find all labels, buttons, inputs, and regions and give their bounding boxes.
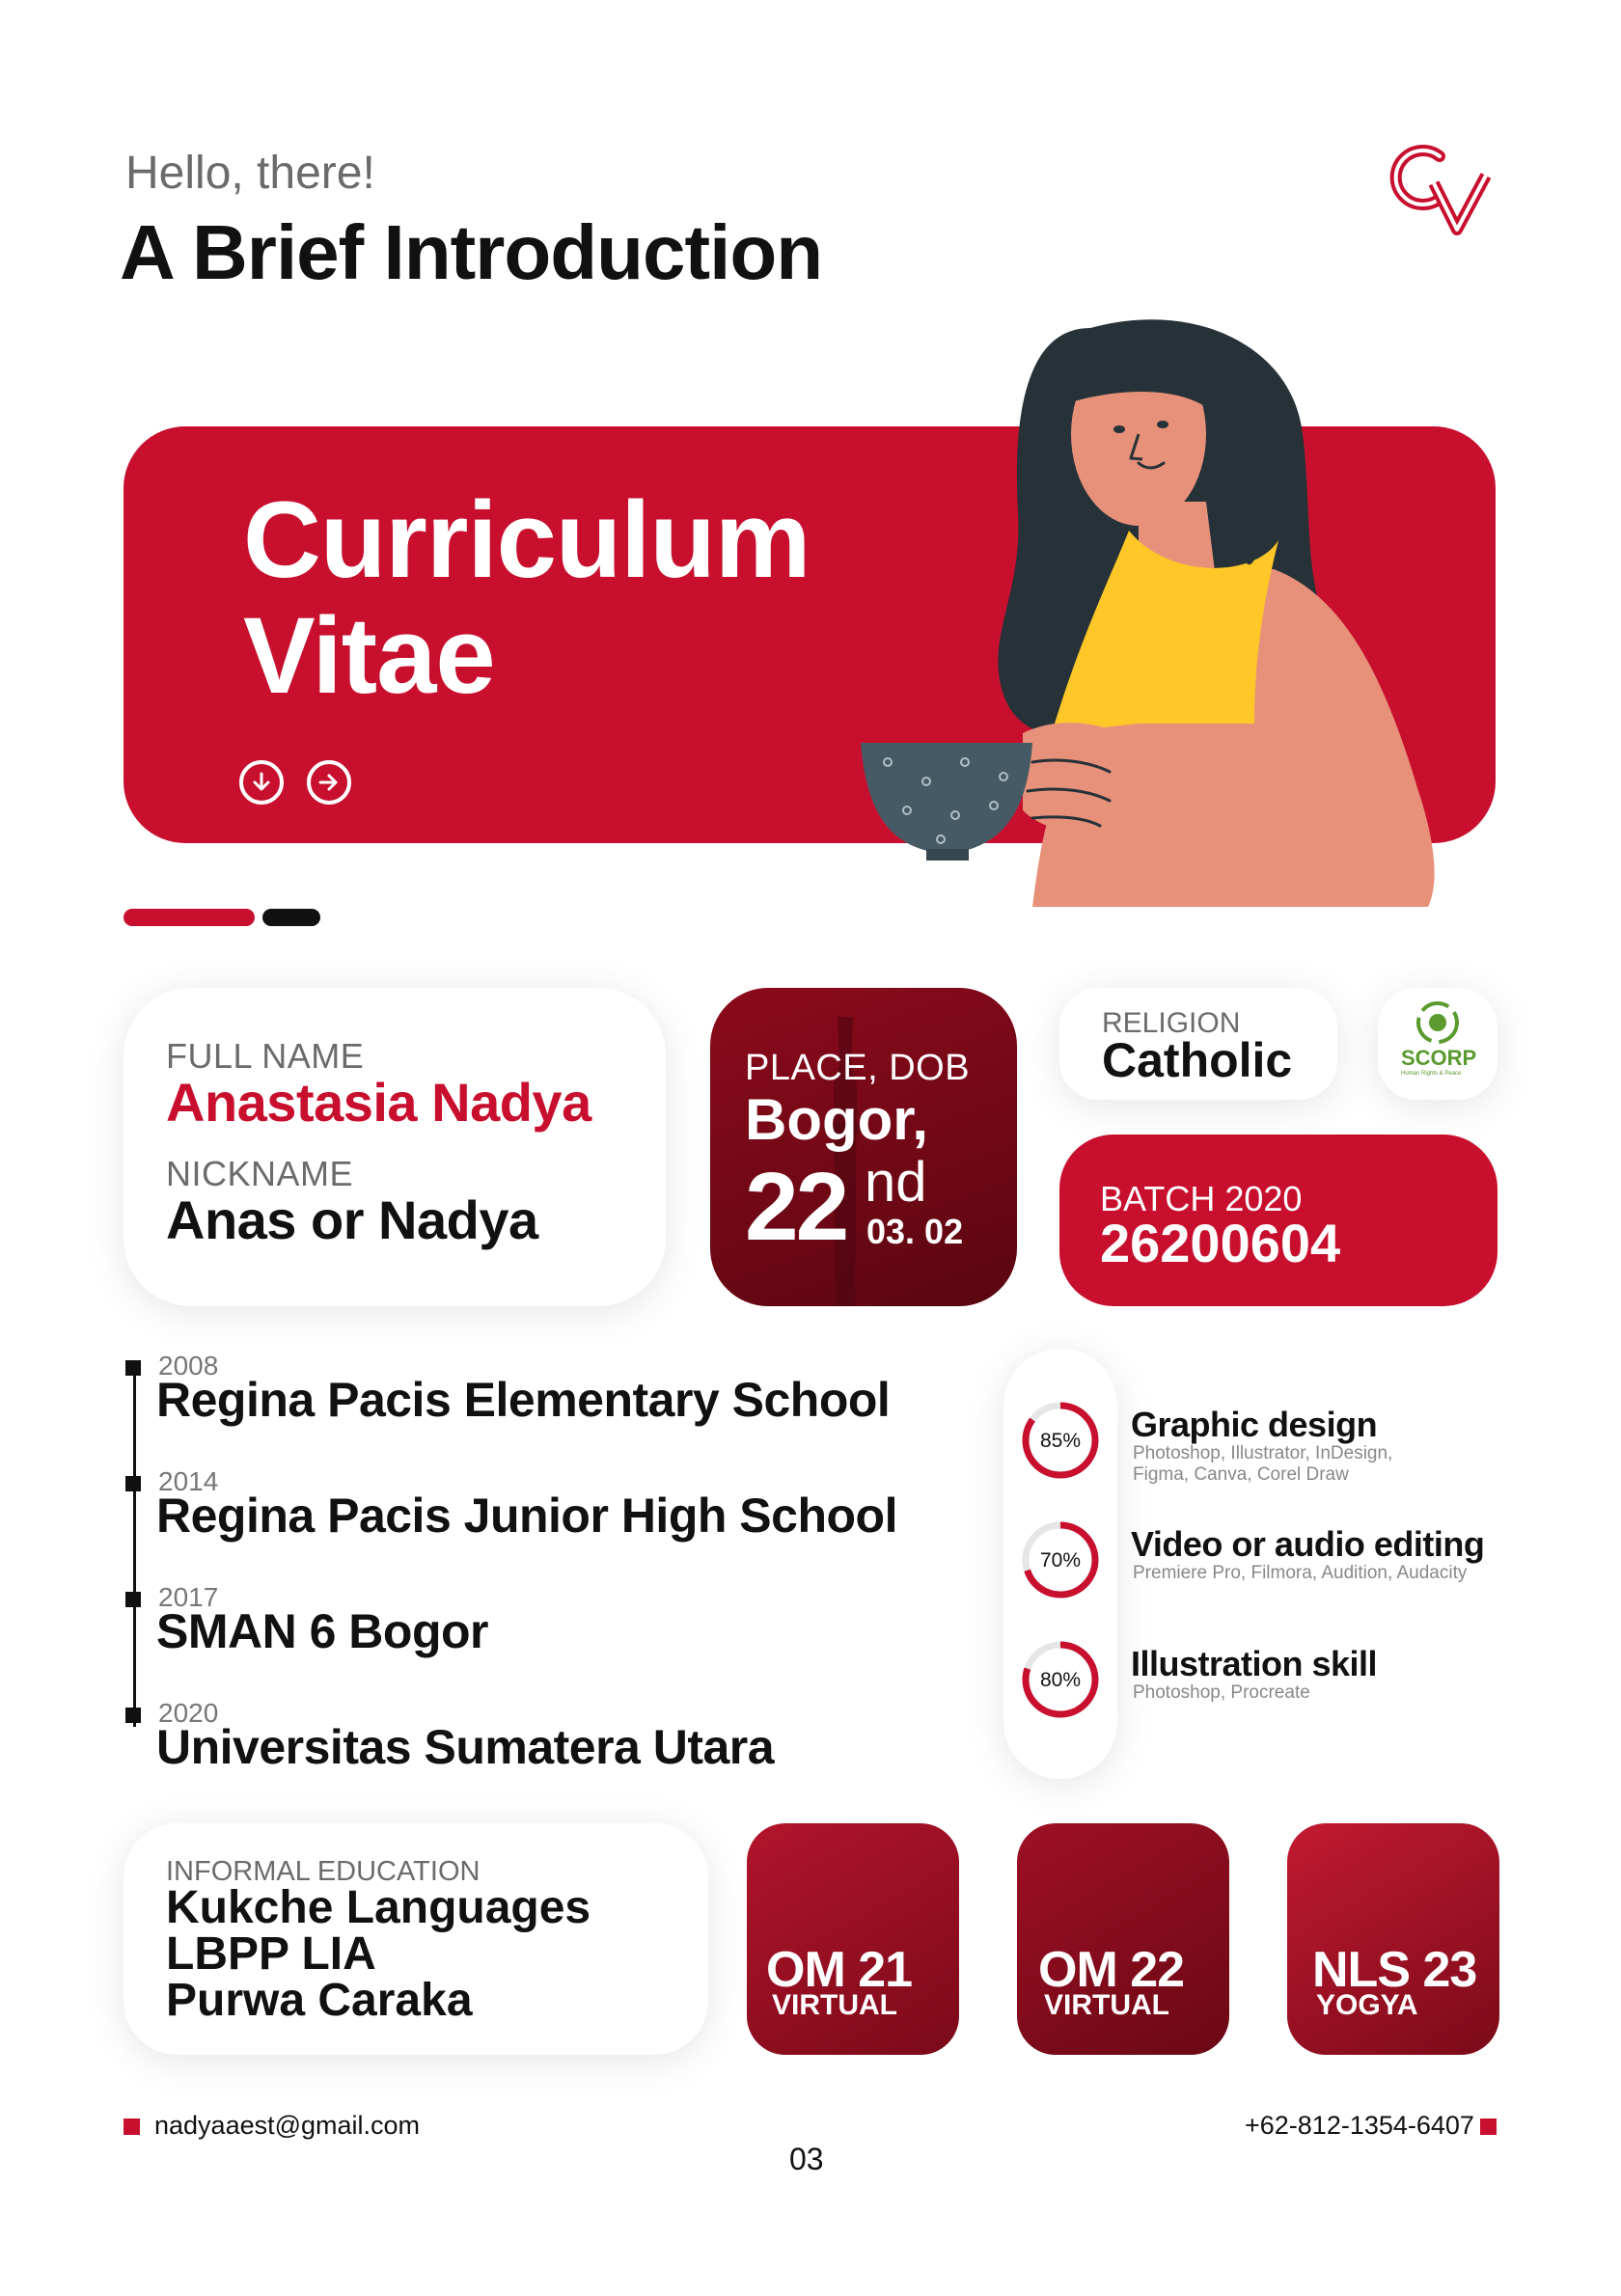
- banner-title-line2: Vitae: [243, 595, 495, 716]
- edu-year: 2017: [158, 1582, 219, 1612]
- event-tile[interactable]: [1017, 1823, 1229, 2055]
- footer-email[interactable]: nadyaaest@gmail.com: [154, 2111, 421, 2140]
- arrow-down-circle-icon[interactable]: [239, 760, 284, 805]
- edu-year: 2020: [158, 1698, 219, 1728]
- nickname: Anas or Nadya: [166, 1189, 538, 1250]
- event-title: NLS 23: [1312, 1942, 1477, 1998]
- cv-logo-icon: [1389, 135, 1503, 240]
- skill-title: Graphic design: [1131, 1405, 1378, 1444]
- event-title: OM 21: [766, 1942, 913, 1998]
- skill-tools: [1133, 1563, 1467, 1584]
- nickname-label: NICKNAME: [166, 1154, 354, 1193]
- event-tile[interactable]: [747, 1823, 959, 2055]
- scorp-emblem-icon: [1415, 999, 1461, 1051]
- informal-label: INFORMAL EDUCATION: [166, 1856, 481, 1887]
- informal-item: Purwa Caraka: [166, 1975, 473, 2026]
- timeline-line: [133, 1368, 136, 1727]
- arrow-right-circle-icon[interactable]: [307, 760, 351, 805]
- skill-percent: 70%: [1039, 1549, 1082, 1572]
- skill-title: Video or audio editing: [1131, 1524, 1485, 1564]
- religion-value: Catholic: [1102, 1033, 1293, 1087]
- skill-title: Illustration skill: [1131, 1644, 1378, 1683]
- timeline-marker: [125, 1708, 141, 1723]
- informal-item: Kukche Languages: [166, 1882, 591, 1933]
- dob-label: PLACE, DOB: [745, 1048, 971, 1088]
- event-sub: VIRTUAL: [1044, 1989, 1169, 2021]
- dob-day: 22: [745, 1153, 847, 1261]
- skill-tools: [1133, 1443, 1392, 1486]
- scorp-tagline: Human Rights & Peace: [1401, 1071, 1462, 1077]
- religion-label: RELIGION: [1102, 1007, 1241, 1039]
- full-name: Anastasia Nadya: [166, 1072, 591, 1133]
- scorp-name: SCORP: [1401, 1046, 1477, 1070]
- progress-pill-red: [124, 909, 255, 926]
- timeline-marker: [125, 1592, 141, 1607]
- informal-item: LBPP LIA: [166, 1928, 376, 1980]
- footer-marker: [1480, 2118, 1497, 2135]
- dob-day-suffix: nd: [865, 1151, 927, 1214]
- edu-school: SMAN 6 Bogor: [156, 1604, 488, 1658]
- event-sub: YOGYA: [1316, 1989, 1418, 2021]
- batch-number: 26200604: [1100, 1213, 1341, 1273]
- skill-tools: [1133, 1682, 1310, 1704]
- skill-tools-line: Photoshop, Illustrator, InDesign,: [1133, 1443, 1393, 1463]
- event-sub: VIRTUAL: [772, 1989, 897, 2021]
- timeline-marker: [125, 1360, 141, 1376]
- edu-year: 2014: [158, 1466, 219, 1496]
- edu-year: 2008: [158, 1351, 219, 1380]
- timeline-marker: [125, 1476, 141, 1491]
- greeting-text: Hello, there!: [125, 148, 375, 199]
- footer-marker: [124, 2118, 140, 2135]
- progress-pill-black: [262, 909, 320, 926]
- event-tile[interactable]: [1287, 1823, 1499, 2055]
- dob-place: Bogor,: [745, 1087, 928, 1152]
- banner-title: [243, 479, 810, 716]
- edu-school: Regina Pacis Junior High School: [156, 1489, 897, 1543]
- skill-tools-line: Photoshop, Procreate: [1133, 1682, 1310, 1703]
- batch-label: BATCH 2020: [1100, 1179, 1303, 1218]
- informal-list: [166, 1882, 591, 2026]
- edu-school: Universitas Sumatera Utara: [156, 1720, 775, 1774]
- page-heading: A Brief Introduction: [120, 209, 823, 295]
- skill-percent: 80%: [1039, 1669, 1082, 1691]
- skill-ring: [1021, 1640, 1100, 1719]
- skill-ring: [1021, 1520, 1100, 1599]
- skill-ring: [1021, 1401, 1100, 1480]
- skill-tools-line: Figma, Canva, Corel Draw: [1133, 1464, 1349, 1485]
- event-title: OM 22: [1038, 1942, 1185, 1998]
- page-number: 03: [789, 2142, 824, 2176]
- skill-percent: 85%: [1039, 1430, 1082, 1452]
- skill-tools-line: Premiere Pro, Filmora, Audition, Audacity: [1133, 1563, 1468, 1583]
- dob-month-year: 03. 02: [866, 1212, 964, 1251]
- full-name-label: FULL NAME: [166, 1036, 365, 1076]
- banner-title-line1: Curriculum: [243, 479, 810, 600]
- woman-illustration: [849, 289, 1467, 931]
- edu-school: Regina Pacis Elementary School: [156, 1373, 891, 1427]
- footer-phone[interactable]: +62-812-1354-6407: [1245, 2111, 1474, 2140]
- dob-card: [710, 988, 1017, 1306]
